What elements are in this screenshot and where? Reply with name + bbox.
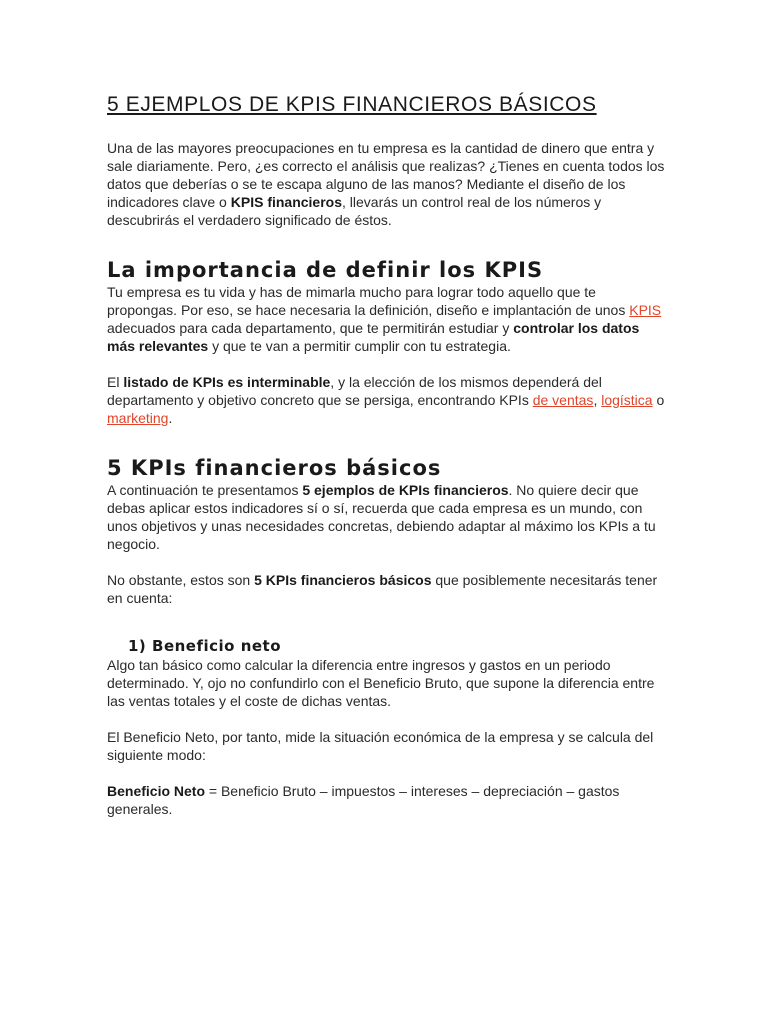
importancia-paragraph-2 [107, 373, 667, 427]
intro-paragraph [107, 139, 667, 229]
page-title: 5 EJEMPLOS DE KPIS FINANCIEROS BÁSICOS [107, 93, 597, 116]
listado-sep-1: , [593, 392, 602, 408]
logistica-link[interactable]: logística [601, 392, 653, 408]
kpis-basicos-paragraph-1 [107, 481, 667, 553]
kpis-basicos-text-2: . No quiere decir que debas aplicar estos indicadores sí o sí, recuerda que cada empresa es un mundo, con unos objetivos y unas necesidades concretas, debiendo adaptar al máximo los KPIs a tu negocio. [107, 482, 656, 552]
formula-text: = Beneficio Bruto – impuestos – intereses – depreciación – gastos generales. [107, 783, 620, 817]
document-page [107, 92, 667, 818]
intro-text-2: , llevarás un control real de los números y descubrirás el verdadero significado de éstos. [107, 194, 602, 228]
formula-bold: Beneficio Neto [107, 783, 206, 799]
section-heading-kpis-basicos: 5 KPIs financieros básicos [107, 456, 442, 480]
importancia-bold: controlar los datos más relevantes [107, 320, 640, 354]
listado-text-3: . [168, 410, 173, 426]
kpis-basicos-bold-1: 5 ejemplos de KPIs financieros [302, 482, 509, 498]
beneficio-neto-paragraph-1: Algo tan básico como calcular la diferencia entre ingresos y gastos en un periodo determinado. Y, ojo no confundirlo con el Beneficio Bruto, que supone la diferencia entre las ventas totales y el coste de dichas ventas. [107, 657, 655, 709]
beneficio-neto-paragraph-2: El Beneficio Neto, por tanto, mide la situación económica de la empresa y se calcula del siguiente modo: [107, 729, 654, 763]
importancia-text-1: Tu empresa es tu vida y has de mimarla mucho para lograr todo aquello que te propongas. Por eso, se hace necesaria la definición, diseño e implantación de unos [107, 284, 630, 318]
importancia-text-2: adecuados para cada departamento, que te permitirán estudiar y [107, 320, 514, 336]
marketing-link[interactable]: marketing [107, 410, 169, 426]
ventas-link[interactable]: de ventas [532, 392, 594, 408]
intro-text-1: Una de las mayores preocupaciones en tu empresa es la cantidad de dinero que entra y sale diariamente. Pero, ¿es correcto el análisis que realizas? ¿Tienes en cuenta todos los datos que deberías o se te escapa alguno de las manos? Mediante el diseño de los indicadores clave o [107, 140, 665, 210]
listado-sep-2: o [652, 392, 665, 408]
kpis-basicos-text-1: A continuación te presentamos [107, 482, 303, 498]
listado-bold: listado de KPIs es interminable [123, 374, 331, 390]
importancia-text-3: y que te van a permitir cumplir con tu estrategia. [208, 338, 511, 354]
importancia-paragraph-1 [107, 283, 667, 355]
section-heading-importancia: La importancia de definir los KPIS [107, 258, 544, 282]
beneficio-neto-formula [107, 782, 667, 818]
listado-text-1: El [107, 374, 124, 390]
listado-text-2: , y la elección de los mismos dependerá del departamento y objetivo concreto que se persiga, encontrando KPIs [107, 374, 602, 408]
kpis-link[interactable]: KPIS [629, 302, 662, 318]
kpis-basicos-bold-2: 5 KPIs financieros básicos [254, 572, 432, 588]
kpis-basicos-text-3: No obstante, estos son [107, 572, 255, 588]
kpis-basicos-text-4: que posiblemente necesitarás tener en cuenta: [107, 572, 658, 606]
kpis-basicos-paragraph-2 [107, 571, 667, 607]
intro-bold: KPIS financieros [230, 194, 343, 210]
subsection-heading-beneficio-neto: 1) Beneficio neto [128, 637, 282, 655]
